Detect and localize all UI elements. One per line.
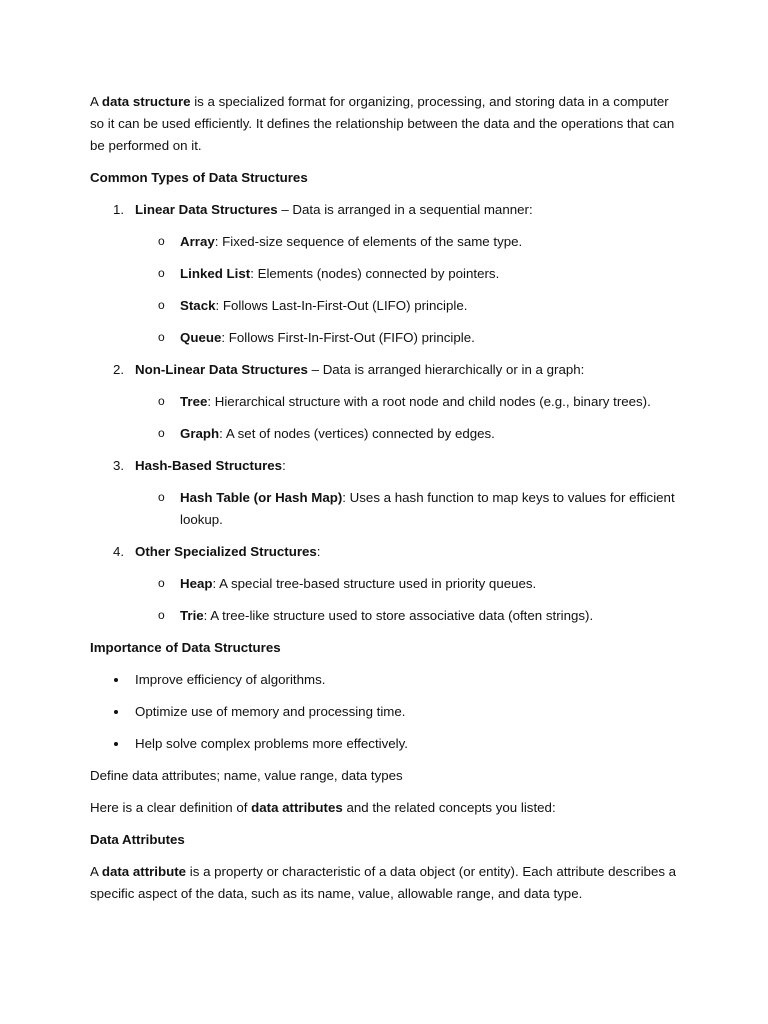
bullet-item: [90, 701, 678, 723]
sub-item-title: Array: [180, 234, 215, 249]
sub-item-desc: : Follows First-In-First-Out (FIFO) principle.: [221, 330, 475, 345]
sub-item-title: Hash Table (or Hash Map): [180, 490, 343, 505]
bullet-text: Optimize use of memory and processing time.: [135, 704, 406, 719]
item-desc: – Data is arranged hierarchically or in a graph:: [307, 362, 585, 377]
bullet-text: Improve efficiency of algorithms.: [135, 672, 326, 687]
common-types-heading: Common Types of Data Structures: [90, 170, 308, 185]
item-desc: :: [316, 544, 321, 559]
numbered-item-hash-based: [90, 455, 678, 477]
intro-paragraph: [90, 91, 678, 157]
sub-bullet-marker: o: [158, 490, 165, 504]
item-number: 4.: [113, 544, 125, 559]
item-number: 2.: [113, 362, 125, 377]
item-title: Hash-Based Structures: [135, 458, 283, 473]
sub-bullet-marker: o: [158, 576, 165, 590]
numbered-item-non-linear: [90, 359, 678, 381]
importance-heading: Importance of Data Structures: [90, 640, 281, 655]
sub-bullet-marker: o: [158, 266, 165, 280]
sub-item-title: Heap: [180, 576, 213, 591]
sub-item-title: Trie: [180, 608, 204, 623]
sub-item-desc: : Fixed-size sequence of elements of the same type.: [214, 234, 523, 249]
item-desc: :: [282, 458, 286, 473]
sub-bullet-marker: o: [158, 426, 165, 440]
clear-def-pre: Here is a clear definition of: [90, 800, 252, 815]
sub-item-title: Linked List: [180, 266, 251, 281]
sub-bullet-marker: o: [158, 298, 165, 312]
item-title: Non-Linear Data Structures: [135, 362, 308, 377]
item-title: Other Specialized Structures: [135, 544, 317, 559]
item-desc: – Data is arranged in a sequential manner:: [277, 202, 533, 217]
sub-item-desc: : A special tree-based structure used in priority queues.: [212, 576, 537, 591]
sub-item-desc: : Follows Last-In-First-Out (LIFO) principle.: [215, 298, 468, 313]
sub-item-linked-list: [90, 263, 678, 285]
sub-item-title: Queue: [180, 330, 222, 345]
sub-item-title: Tree: [180, 394, 208, 409]
item-number: 3.: [113, 458, 125, 473]
intro-pre: A: [90, 94, 102, 109]
intro-term: data structure: [101, 94, 191, 109]
item-number: 1.: [113, 202, 125, 217]
sub-item-desc: : Hierarchical structure with a root node and child nodes (e.g., binary trees).: [207, 394, 651, 409]
numbered-item-other-specialized: [90, 541, 678, 563]
sub-bullet-marker: o: [158, 394, 165, 408]
sub-item-desc: : A set of nodes (vertices) connected by edges.: [219, 426, 495, 441]
sub-item-title: Stack: [180, 298, 216, 313]
define-line: Define data attributes; name, value range, data types: [90, 768, 403, 783]
sub-item-tree: [90, 391, 678, 413]
item-title: Linear Data Structures: [135, 202, 278, 217]
sub-bullet-marker: o: [158, 330, 165, 344]
sub-item-title: Graph: [180, 426, 220, 441]
sub-item-graph: [90, 423, 678, 445]
intro-post: is a specialized format for organizing, processing, and storing data in a computer so it can be used efficiently. It defines the relationship between the data and the operations that can be performed on it.: [90, 94, 675, 153]
sub-item-queue: [90, 327, 678, 349]
data-attribute-paragraph: [90, 861, 678, 905]
bullet-dot: [114, 710, 118, 714]
numbered-item-linear: [90, 199, 678, 221]
data-attr-post: is a property or characteristic of a data object (or entity). Each attribute describes a specific aspect of the data, such as its name, value, allowable range, and data type.: [90, 864, 677, 901]
sub-item-trie: [90, 605, 678, 627]
bullet-text: Help solve complex problems more effectively.: [135, 736, 408, 751]
sub-item-stack: [90, 295, 678, 317]
bullet-dot: [114, 678, 118, 682]
data-attr-term: data attribute: [101, 864, 187, 879]
sub-item-desc: : A tree-like structure used to store associative data (often strings).: [203, 608, 594, 623]
sub-bullet-marker: o: [158, 608, 165, 622]
bullet-item: [90, 733, 678, 755]
data-attributes-heading: Data Attributes: [90, 832, 185, 847]
data-attr-pre: A: [90, 864, 102, 879]
sub-item-desc: : Elements (nodes) connected by pointers.: [250, 266, 500, 281]
sub-item-array: [90, 231, 678, 253]
sub-item-hash-table: [90, 487, 678, 531]
clear-def-post: and the related concepts you listed:: [342, 800, 556, 815]
clear-definition-paragraph: [90, 797, 678, 819]
sub-item-desc: : Uses a hash function to map keys to values for efficient lookup.: [180, 490, 675, 527]
bullet-item: [90, 669, 678, 691]
bullet-dot: [114, 742, 118, 746]
sub-item-heap: [90, 573, 678, 595]
clear-def-term: data attributes: [251, 800, 343, 815]
sub-bullet-marker: o: [158, 234, 165, 248]
